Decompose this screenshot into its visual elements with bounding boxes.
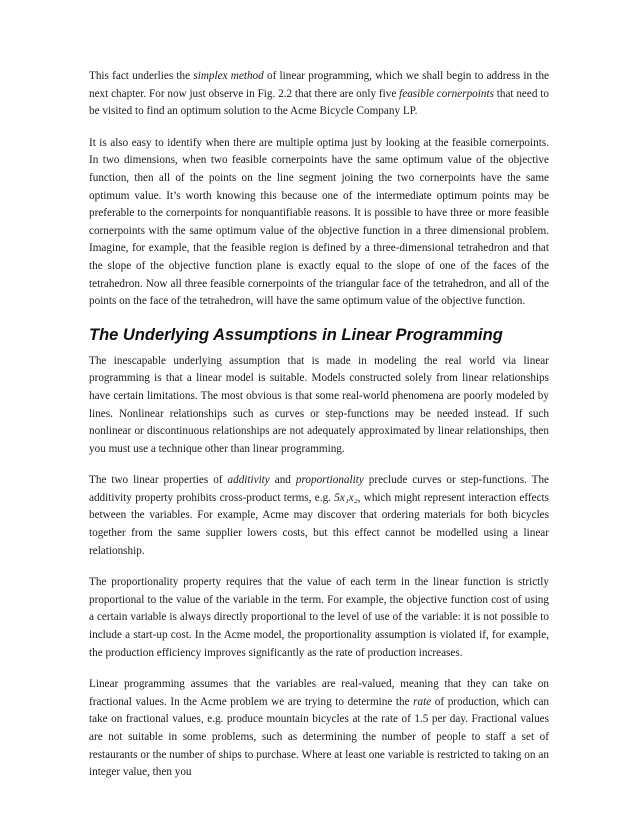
text-run: preclude curves or step-functions. The additivity property prohibits cross-product terms, e.g. [89, 474, 550, 504]
text-run: Linear programming assumes that the variables are real-valued, meaning that they can take on fractional values. In the Acme problem we are trying to determine the [89, 678, 549, 708]
text-run: This fact underlies the [89, 70, 194, 82]
text-run: The two linear properties of [89, 474, 228, 487]
paragraph-simplex [89, 68, 549, 121]
paragraph-linear-model: The inescapable underlying assumption that is made in modeling the real world via linear programming is that a linear model is suitable. Models constructed solely from linear relationships have certain limitations. The most obvious is that some real-world phenomena are poorly modeled by lines. Nonlinear relationships such as curves or step-functions may be needed instead. If such nonlinear or discontinuous relationships are not adequately approximated by linear relationships, then you must use a technique other than linear programming. [89, 354, 549, 455]
document-page [89, 68, 549, 796]
paragraph-additivity [89, 472, 549, 560]
cross-product-term: 5x₁x₂ [334, 491, 358, 504]
term-proportionality: proportionality [295, 474, 364, 487]
text-run: and [269, 474, 296, 487]
term-feasible-cornerpoints: feasible cornerpoints [399, 87, 494, 100]
text-run: , which might represent interaction effects between the variables. For example, Acme may discover that ordering materials for both bicycles together from the same supplier lowers costs, but this effect cannot be modelled using a linear relationship. [89, 491, 549, 557]
paragraph-multiple-optima: It is also easy to identify when there are multiple optima just by looking at the feasible cornerpoints. In two dimensions, when two feasible cornerpoints have the same optimum value of the objective function, then all of the points on the line segment joining the two cornerpoints have the same optimum value. It’s worth knowing this because one of the intermediate optimum points may be preferable to the cornerpoints for nonquantifiable reasons. It is possible to have three or more feasible cornerpoints with the same optimum value of the objective function in a three dimensional problem. Imagine, for example, that the feasible region is defined by a three-dimensional tetrahedron and that the slope of the objective function plane is exactly equal to the slope of one of the faces of the tetrahedron. Now all three feasible cornerpoints of the triangular face of the tetrahedron, and all of the points on the face of the tetrahedron, will have the same optimum value of the objective function. [89, 136, 549, 308]
text-run: that need to be visited to find an optimum solution to the Acme Bicycle Company LP. [89, 87, 549, 118]
paragraph-proportionality: The proportionality property requires that the value of each term in the linear function is strictly proportional to the value of the variable in the term. For example, the objective function cost of using a certain variable is always directly proportional to the level of use of the variable: it is not possible to include a start-up cost. In the Acme model, the proportionality assumption is violated if, for example, the production efficiency improves significantly as the rate of production increases. [89, 576, 549, 659]
text-run: of linear programming, which we shall begin to address in the next chapter. For now just observe in Fig. 2.2 that there are only five [89, 70, 550, 100]
text-run: of production, which can take on fractional values, e.g. produce mountain bicycles at the rate of 1.5 per day. Fractional values are not suitable in some problems, such as determining the number of people to staff a set of restaurants or the number of ships to purchase. Where at least one variable is restricted to taking on an integer value, then you [89, 695, 550, 779]
paragraph-real-valued [89, 676, 549, 782]
section-heading: The Underlying Assumptions in Linear Programming [89, 325, 503, 344]
term-rate: rate [413, 695, 432, 708]
term-simplex-method: simplex method [193, 70, 264, 82]
term-additivity: additivity [227, 474, 270, 487]
